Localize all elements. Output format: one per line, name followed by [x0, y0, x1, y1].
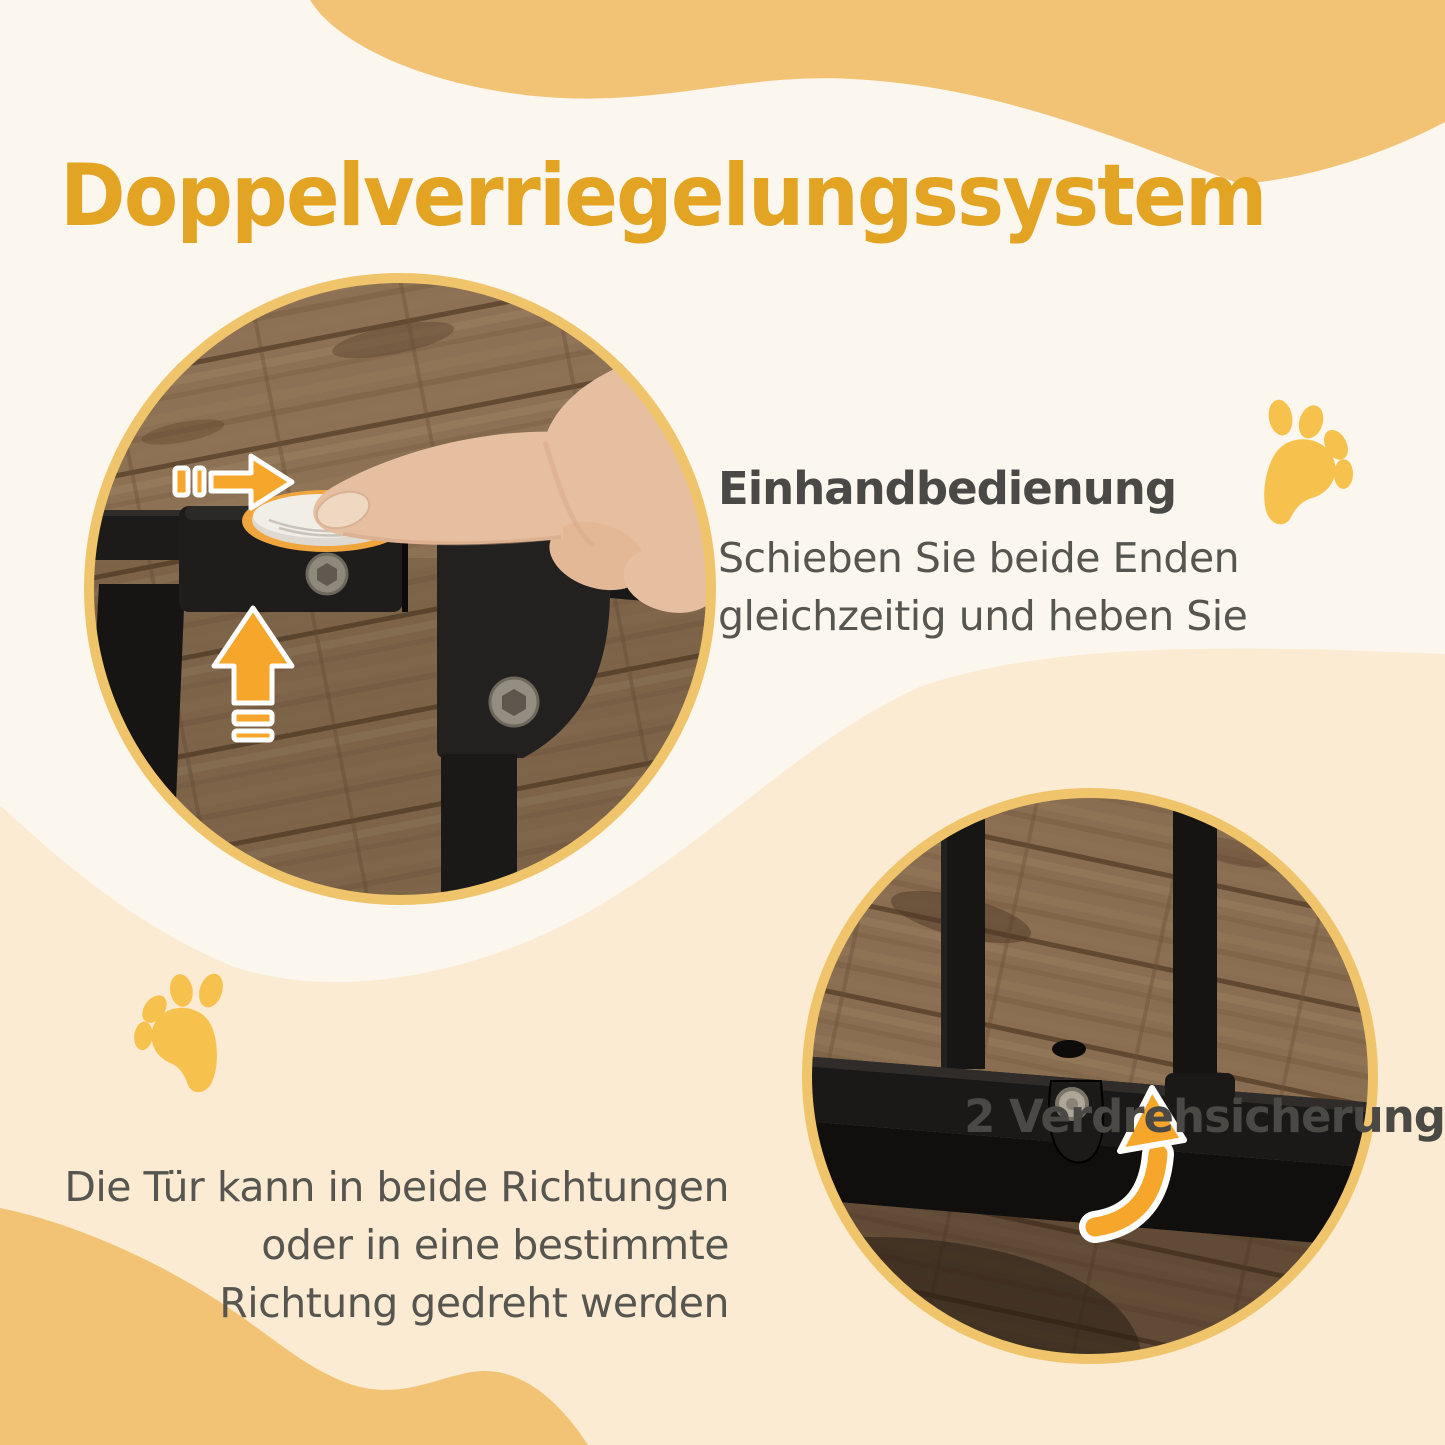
body-line: gleichzeitig und heben Sie [718, 592, 1248, 641]
body-line: Schieben Sie beide Enden [718, 534, 1240, 582]
feature-anti-twist-heading: 2 Verdrehsicherung [964, 1090, 1445, 1143]
feature-one-hand-body [718, 529, 1247, 645]
body-line: oder in eine bestimmte [261, 1221, 729, 1270]
page-title: Doppelverriegelungssystem [60, 146, 1266, 246]
feature-one-hand-text [718, 462, 1247, 645]
body-line: Richtung gedreht werden [219, 1279, 729, 1328]
feature-anti-twist-body [0, 1158, 729, 1333]
feature-one-hand-heading: Einhandbedienung [718, 462, 1177, 515]
body-line: Die Tür kann in beide Richtungen [64, 1163, 729, 1211]
